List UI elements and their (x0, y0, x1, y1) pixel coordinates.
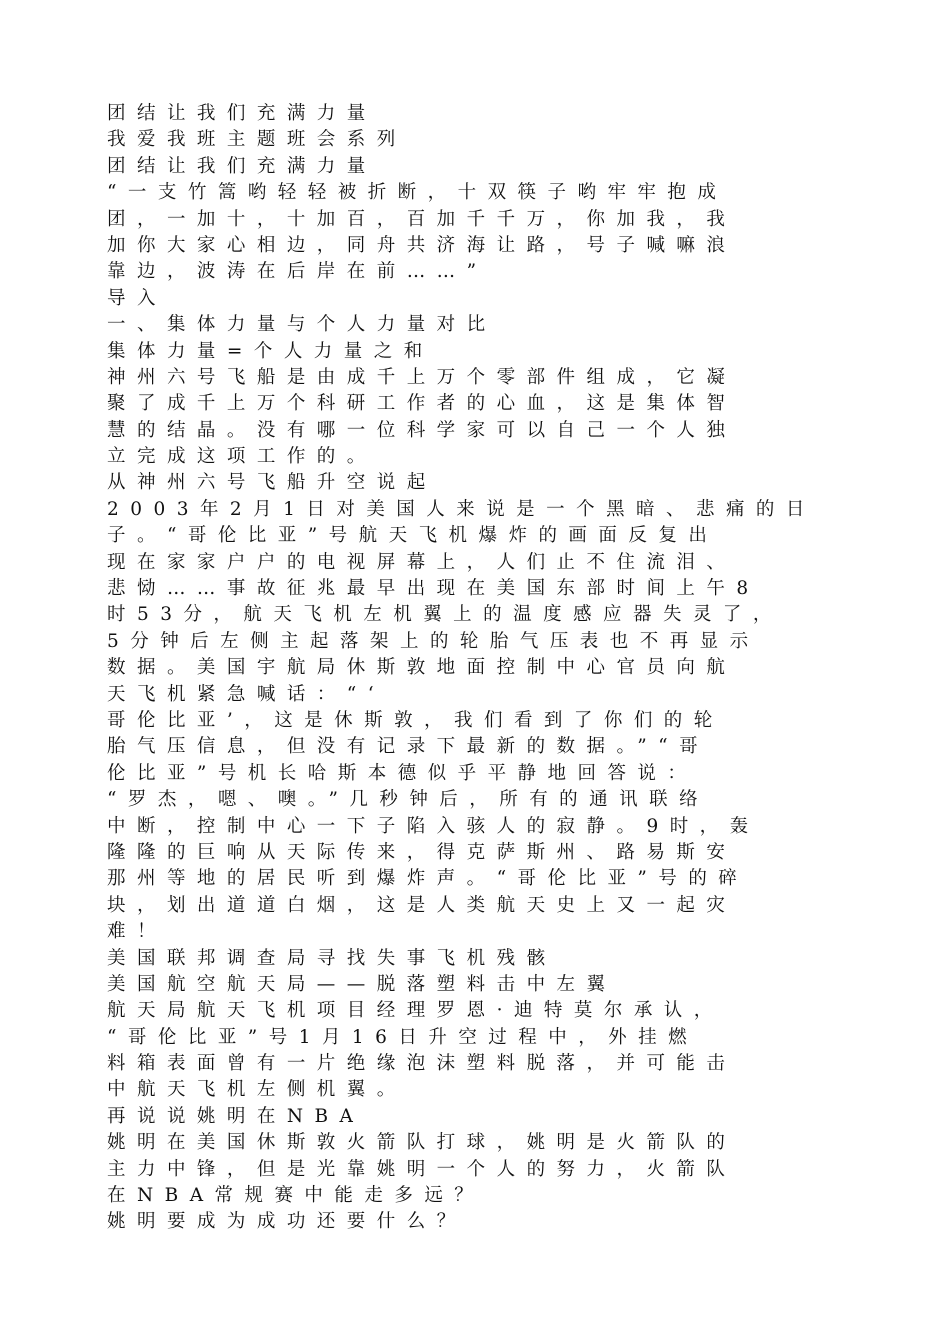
text-line: 从神州六号飞船升空说起 (107, 472, 437, 494)
text-line: 神州六号飞船是由成千上万个零部件组成，它凝 (107, 366, 737, 388)
text-line: 在NBA常规赛中能走多远？ (107, 1185, 485, 1207)
text-line: 美国联邦调查局寻找失事飞机残骸 (107, 947, 557, 969)
text-line: 时53分，航天飞机左机翼上的温度感应器失灵了， (107, 604, 783, 626)
text-line: 航天局航天飞机项目经理罗恩·迪特莫尔承认， (107, 1000, 724, 1022)
text-line: 难！ (107, 921, 167, 943)
text-line: 姚明要成为成功还要什么？ (107, 1211, 467, 1233)
text-line: 料箱表面曾有一片绝缘泡沫塑料脱落，并可能击 (107, 1053, 737, 1075)
text-line: 5分钟后左侧主起落架上的轮胎气压表也不再显示 (107, 630, 760, 652)
text-line: 加你大家心相边，同舟共济海让路，号子喊嘛浪 (107, 234, 737, 256)
text-line: 那州等地的居民听到爆炸声。“哥伦比亚”号的碎 (107, 868, 749, 890)
text-line: “罗杰，嗯、噢。”几秒钟后，所有的通讯联络 (107, 789, 710, 811)
text-line: “一支竹篙哟轻轻被折断，十双筷子哟牢牢抱成 (107, 182, 728, 204)
text-line: 主力中锋，但是光靠姚明一个人的努力，火箭队 (107, 1158, 737, 1180)
text-line: 子。“哥伦比亚”号航天飞机爆炸的画面反复出 (107, 525, 719, 547)
text-line: 现在家家户户的电视屏幕上，人们止不住流泪、 (107, 551, 737, 573)
text-line: 团结让我们充满力量 (107, 155, 377, 177)
text-line: 胎气压信息，但没有记录下最新的数据。”“哥 (107, 736, 710, 758)
text-line: 团，一加十，十加百，百加千千万，你加我，我 (107, 208, 737, 230)
text-line: 伦比亚”号机长哈斯本德似乎平静地回答说： (107, 762, 698, 784)
text-line: 立完成这项工作的。 (107, 446, 377, 468)
text-line: 导入 (107, 287, 167, 309)
text-line: 哥伦比亚’，这是休斯敦，我们看到了你们的轮 (107, 709, 724, 731)
text-line: 一、集体力量与个人力量对比 (107, 314, 497, 336)
text-line: 2003年2月1日对美国人来说是一个黑暗、悲痛的日 (107, 498, 816, 520)
text-line: 块，划出道道白烟，这是人类航天史上又一起灾 (107, 894, 737, 916)
text-line: 悲恸……事故征兆最早出现在美国东部时间上午8 (107, 578, 760, 600)
text-line: 中航天飞机左侧机翼。 (107, 1079, 407, 1101)
text-line: 姚明在美国休斯敦火箭队打球，姚明是火箭队的 (107, 1132, 737, 1154)
text-line: “哥伦比亚”号1月16日升空过程中，外挂燃 (107, 1026, 699, 1048)
text-line: 我爱我班主题班会系列 (107, 129, 407, 151)
text-line: 集体力量=个人力量之和 (107, 340, 434, 362)
text-line: 聚了成千上万个科研工作者的心血，这是集体智 (107, 393, 737, 415)
text-line: 靠边，波涛在后岸在前……” (107, 261, 488, 283)
text-line: 天飞机紧急喊话：“‘ (107, 683, 386, 705)
text-line: 再说说姚明在NBA (107, 1105, 365, 1127)
text-line: 数据。美国宇航局休斯敦地面控制中心官员向航 (107, 657, 737, 679)
text-line: 慧的结晶。没有哪一位科学家可以自己一个人独 (107, 419, 737, 441)
text-line: 美国航空航天局——脱落塑料击中左翼 (107, 973, 617, 995)
text-line: 团结让我们充满力量 (107, 103, 377, 124)
text-line: 中断，控制中心一下子陷入骇人的寂静。9时，轰 (107, 815, 760, 837)
text-line: 隆隆的巨响从天际传来，得克萨斯州、路易斯安 (107, 841, 737, 863)
document-body (107, 101, 842, 1236)
